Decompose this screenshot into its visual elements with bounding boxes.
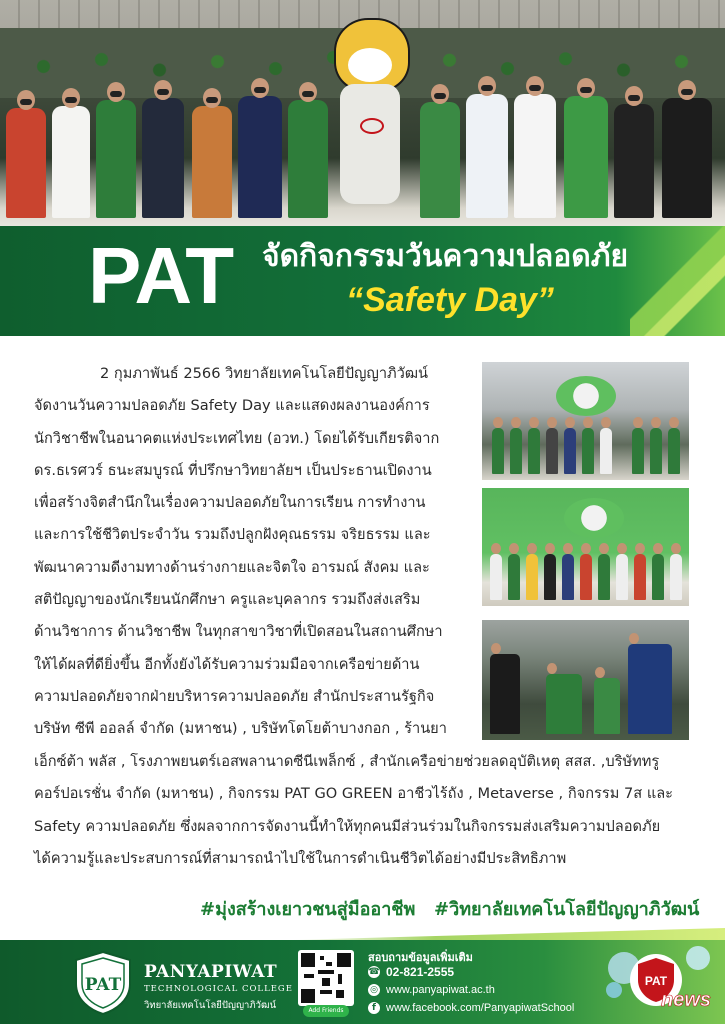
text-line: ได้ความรู้และประสบการณ์ที่สามารถนำไปใช้ในการดำเนินชีวิตได้อย่างมีประสิทธิภาพ [34,849,567,867]
text-line: พัฒนาความดีงามทางด้านร่างกายและจิตใจ อารมณ์ สังคม และ [34,558,430,576]
event-photo-3 [482,620,689,740]
article-paragraph-bottom [34,746,698,875]
contact-website[interactable]: ◎ www.panyapiwat.ac.th [368,982,495,998]
stage-banner [564,498,624,538]
text-line: ดร.ธเรศวร์ ธนะสมบูรณ์ ที่ปรึกษาวิทยาลัยฯ เป็นประธานเปิดงาน [34,461,432,479]
svg-text:PAT: PAT [84,975,122,995]
pat-logo-text: PAT [88,231,234,320]
text-line: Safety ความปลอดภัย ซึ่งผลจากการจัดงานนี้ทำให้ทุกคนมีส่วนร่วมในกิจกรรมส่งเสริมความปลอดภัย [34,817,661,835]
subtitle: “Safety Day” [346,281,554,319]
globe-icon: ◎ [368,984,380,996]
line-qr-code[interactable] [298,950,354,1006]
hashtag-career[interactable]: #มุ่งสร้างเยาวชนสู่มืออาชีพ [200,899,416,920]
pat-news-badge [600,940,715,1020]
event-photo-1 [482,362,689,480]
text-line: ให้ได้ผลที่ดียิ่งขึ้น อีกทั้งยังได้รับความร่วมมือจากเครือข่ายด้าน [34,655,420,673]
contact-phone[interactable]: ☎ 02-821-2555 [368,965,455,979]
text-line: สติปัญญาของนักเรียนนักศึกษา ครูและบุคลากร รวมถึงส่งเสริม [34,591,421,609]
college-shield-logo [72,950,134,1016]
text-line: นักวิชาชีพในอนาคตแห่งประเทศไทย (อวท.) โดยได้รับเกียรติจาก [34,429,440,447]
guest-person [192,106,232,218]
guest-person [420,102,460,218]
stage-banner [556,376,616,416]
event-photo-2 [482,488,689,606]
guest-person [52,106,90,218]
brand-name: PANYAPIWAT [144,962,278,982]
guest-person [466,94,508,218]
phone-icon: ☎ [368,967,380,977]
article-paragraph-top [34,358,470,746]
add-friends-label[interactable]: Add Friends [303,1005,349,1017]
text-line: เอ็กซ์ต้า พลัส , โรงภาพยนตร์เอสพลานาดซีนีเพล็กซ์ , สำนักเครือข่ายช่วยลดอุบัติเหตุ สสส. ,บริษัททรู [34,753,660,770]
guest-person [514,94,556,218]
guest-person [6,108,46,218]
guest-person [662,98,712,218]
svg-text:news: news [660,989,712,1011]
hero-photo [0,0,725,226]
brand-english: TECHNOLOGICAL COLLEGE [144,984,293,994]
text-line: คอร์ปอเรชั่น จำกัด (มหาชน) , กิจกรรม PAT GO GREEN อาชีวไร้ถัง , Metaverse , กิจกรรม 7ส และ [34,785,674,803]
guest-person [96,100,136,218]
guest-person [238,96,282,218]
text-line: เพื่อสร้างจิตสำนึกในเรื่องความปลอดภัยในการเรียน การทำงาน [34,494,426,512]
text-line: ความปลอดภัยจากฝ่ายบริหารความปลอดภัย สำนักประสานรัฐกิจ [34,687,435,705]
brand-thai: วิทยาลัยเทคโนโลยีปัญญาภิวัฒน์ [144,1000,277,1011]
tiger-mascot [330,18,410,208]
text-line: บริษัท ซีพี ออลล์ จำกัด (มหาชน) , บริษัทโตโยต้าบางกอก , ร้านยา [34,720,447,738]
contact-facebook[interactable]: f www.facebook.com/PanyapiwatSchool [368,1000,574,1016]
text-line: จัดงานวันความปลอดภัย Safety Day และแสดงผลงานองค์การ [34,397,430,415]
text-line: 2 กุมภาพันธ์ 2566 วิทยาลัยเทคโนโลยีปัญญาภิวัฒน์ [100,365,428,382]
hashtags [0,894,725,924]
facebook-icon: f [368,1002,380,1014]
guest-person [288,100,328,218]
guest-person [564,96,608,218]
text-line: และการใช้ชีวิตประจำวัน รวมถึงปลูกฝังคุณธรรม จริยธรรม และ [34,526,431,544]
text-line: ด้านวิชาการ ด้านวิชาชีพ ในทุกสาขาวิชาที่เปิดสอนในสถานศึกษา [34,623,443,641]
contact-title: สอบถามข้อมูลเพิ่มเติม [368,951,473,964]
hashtag-college[interactable]: #วิทยาลัยเทคโนโลยีปัญญาภิวัฒน์ [434,899,700,920]
headline: จัดกิจกรรมวันความปลอดภัย [262,239,629,274]
guest-person [614,104,654,218]
svg-text:PAT: PAT [644,974,668,988]
guest-person [142,98,184,218]
